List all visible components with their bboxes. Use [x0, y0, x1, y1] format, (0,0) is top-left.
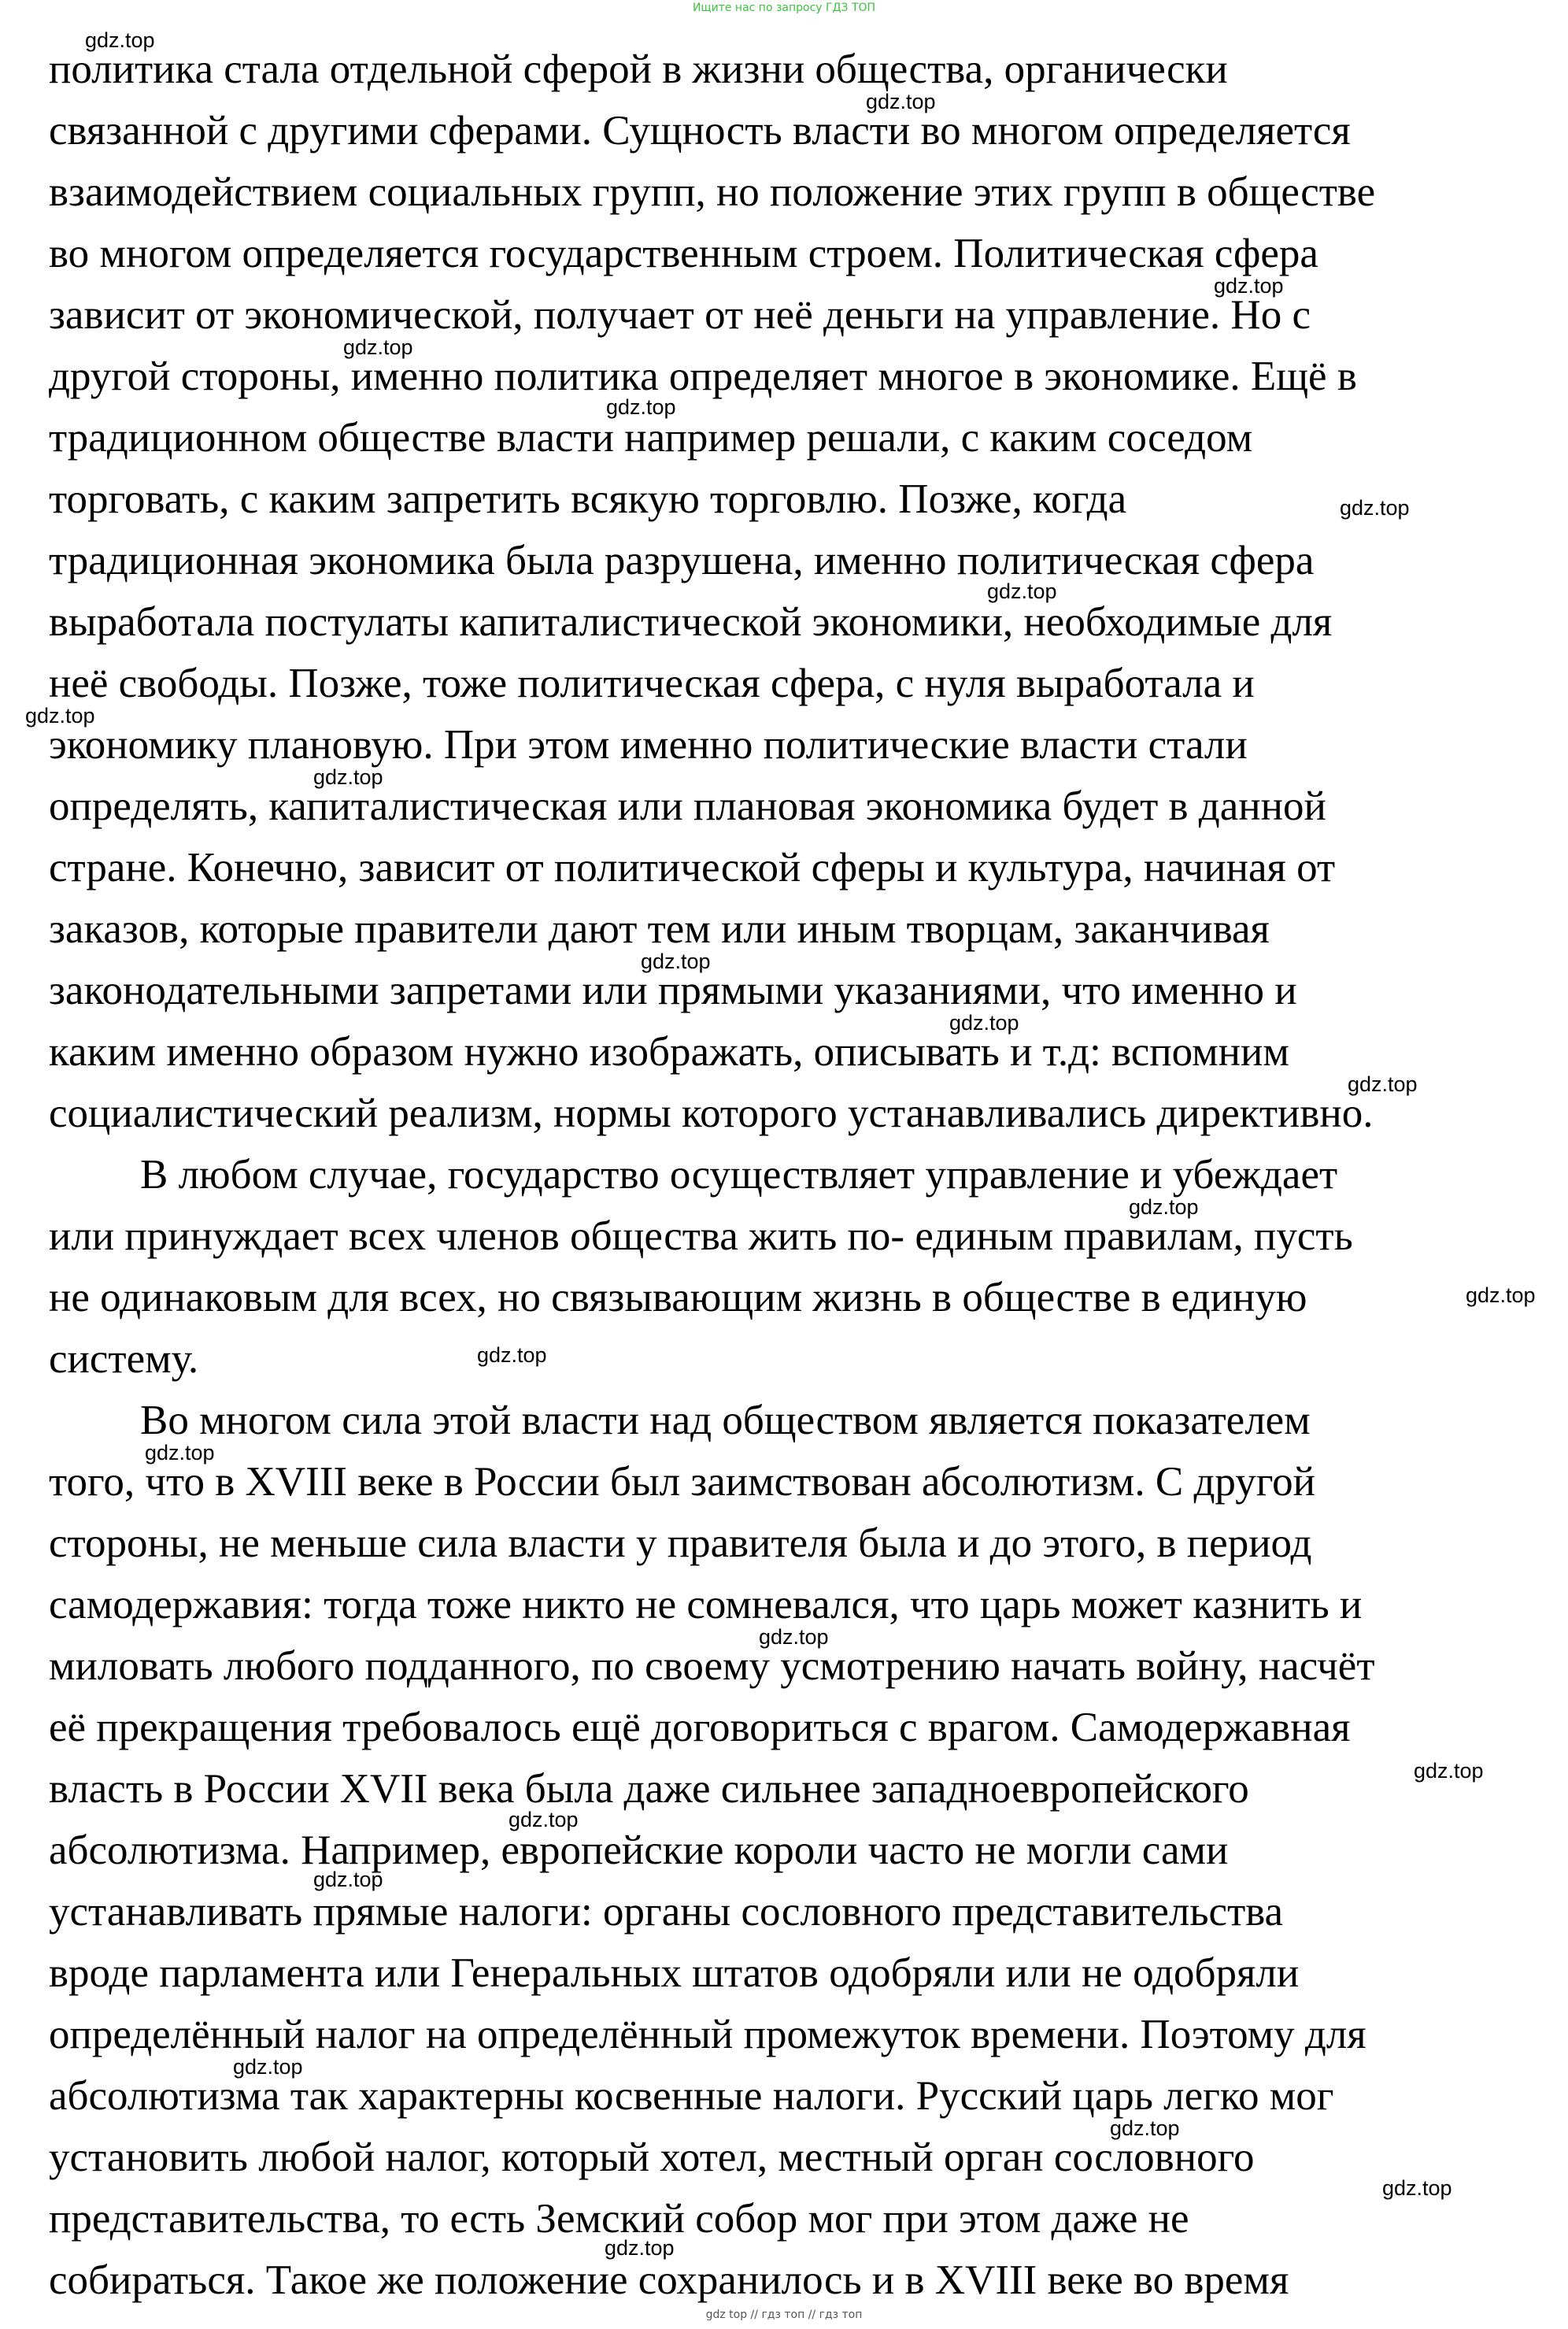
watermark: gdz.top — [313, 1868, 383, 1891]
text-line: определять, капиталистическая или плановая экономика будет в данной — [49, 783, 1326, 829]
text-line: законодательными запретами или прямыми указаниями, что именно и — [49, 968, 1297, 1013]
watermark: gdz.top — [477, 1343, 547, 1367]
text-line: стране. Конечно, зависит от политической сферы и культура, начиная от — [49, 845, 1336, 890]
text-line: её прекращения требовалось ещё договориться с врагом. Самодержавная — [49, 1705, 1351, 1750]
text-line: устанавливать прямые налоги: органы сословного представительства — [49, 1889, 1284, 1935]
text-line: абсолютизма так характерны косвенные налоги. Русский царь легко мог — [49, 2073, 1334, 2119]
header-search-note: Ищите нас по запросу ГДЗ ТОП — [692, 2, 876, 14]
text-line: традиционном обществе власти например решали, с каким соседом — [49, 415, 1253, 461]
watermark: gdz.top — [759, 1625, 829, 1649]
text-line: самодержавия: тогда тоже никто не сомневался, что царь может казнить и — [49, 1582, 1363, 1627]
text-line: Во многом сила этой власти над обществом является показателем — [140, 1398, 1311, 1443]
text-line: определённый налог на определённый промежуток времени. Поэтому для — [49, 2012, 1366, 2057]
watermark: gdz.top — [641, 950, 711, 973]
text-line: представительства, то есть Земский собор мог при этом даже не — [49, 2196, 1189, 2242]
watermark: gdz.top — [145, 1441, 215, 1464]
text-line: зависит от экономической, получает от неё деньги на управление. Но с — [49, 292, 1311, 338]
text-line: заказов, которые правители дают тем или иным творцам, заканчивая — [49, 906, 1270, 952]
text-line: абсолютизма. Например, европейские короли часто не могли сами — [49, 1827, 1229, 1873]
text-line: взаимодействием социальных групп, но положение этих групп в обществе — [49, 169, 1376, 215]
text-line: В любом случае, государство осуществляет управление и убеждает — [140, 1152, 1338, 1198]
watermark: gdz.top — [1348, 1072, 1418, 1096]
text-line: торговать, с каким запретить всякую торговлю. Позже, когда — [49, 476, 1127, 522]
watermark: gdz.top — [233, 2055, 303, 2079]
watermark: gdz.top — [1466, 1283, 1536, 1307]
watermark: gdz.top — [313, 765, 383, 789]
footer-note: gdz top // гдз топ // гдз топ — [705, 2309, 863, 2321]
watermark: gdz.top — [85, 28, 155, 52]
text-line: систему. — [49, 1336, 199, 1382]
watermark: gdz.top — [343, 335, 413, 359]
text-line: неё свободы. Позже, тоже политическая сфера, с нуля выработала и — [49, 661, 1255, 706]
text-line: традиционная экономика была разрушена, именно политическая сфера — [49, 538, 1315, 583]
watermark: gdz.top — [1110, 2116, 1180, 2140]
text-line: каким именно образом нужно изображать, описывать и т.д: вспомним — [49, 1029, 1289, 1075]
watermark: gdz.top — [1414, 1759, 1484, 1783]
watermark: gdz.top — [987, 579, 1057, 603]
watermark: gdz.top — [1129, 1195, 1199, 1219]
text-line: выработала постулаты капиталистической экономики, необходимые для — [49, 599, 1333, 645]
text-line: вроде парламента или Генеральных штатов одобряли или не одобряли — [49, 1950, 1300, 1996]
text-line: или принуждает всех членов общества жить по- единым правилам, пусть — [49, 1213, 1353, 1259]
text-line: связанной с другими сферами. Сущность власти во многом определяется — [49, 108, 1351, 154]
text-line: во многом определяется государственным строем. Политическая сфера — [49, 231, 1318, 276]
watermark: gdz.top — [605, 2236, 675, 2260]
text-line: власть в России XVII века была даже сильнее западноевропейского — [49, 1766, 1249, 1812]
text-line: стороны, не меньше сила власти у правителя была и до этого, в период — [49, 1520, 1312, 1566]
watermark: gdz.top — [606, 395, 676, 419]
text-line: другой стороны, именно политика определяет многое в экономике. Ещё в — [49, 354, 1357, 399]
watermark: gdz.top — [1382, 2176, 1452, 2200]
watermark: gdz.top — [949, 1011, 1019, 1035]
text-line: политика стала отдельной сферой в жизни общества, органически — [49, 46, 1228, 92]
watermark: gdz.top — [866, 90, 936, 113]
text-line: не одинаковым для всех, но связывающим жизнь в обществе в единую — [49, 1275, 1307, 1320]
watermark: gdz.top — [1214, 274, 1284, 298]
text-line: того, что в XVIII веке в России был заимствован абсолютизм. С другой — [49, 1459, 1315, 1505]
text-line: миловать любого подданного, по своему усмотрению начать войну, насчёт — [49, 1643, 1375, 1689]
text-line: установить любой налог, который хотел, местный орган сословного — [49, 2135, 1255, 2180]
watermark: gdz.top — [508, 1808, 579, 1831]
text-line: экономику плановую. При этом именно политические власти стали — [49, 722, 1248, 768]
text-line: собираться. Такое же положение сохранилось и в XVIII веке во время — [49, 2257, 1289, 2303]
text-line: социалистический реализм, нормы которого устанавливались директивно. — [49, 1090, 1374, 1136]
watermark: gdz.top — [1340, 496, 1410, 520]
watermark: gdz.top — [25, 704, 95, 728]
